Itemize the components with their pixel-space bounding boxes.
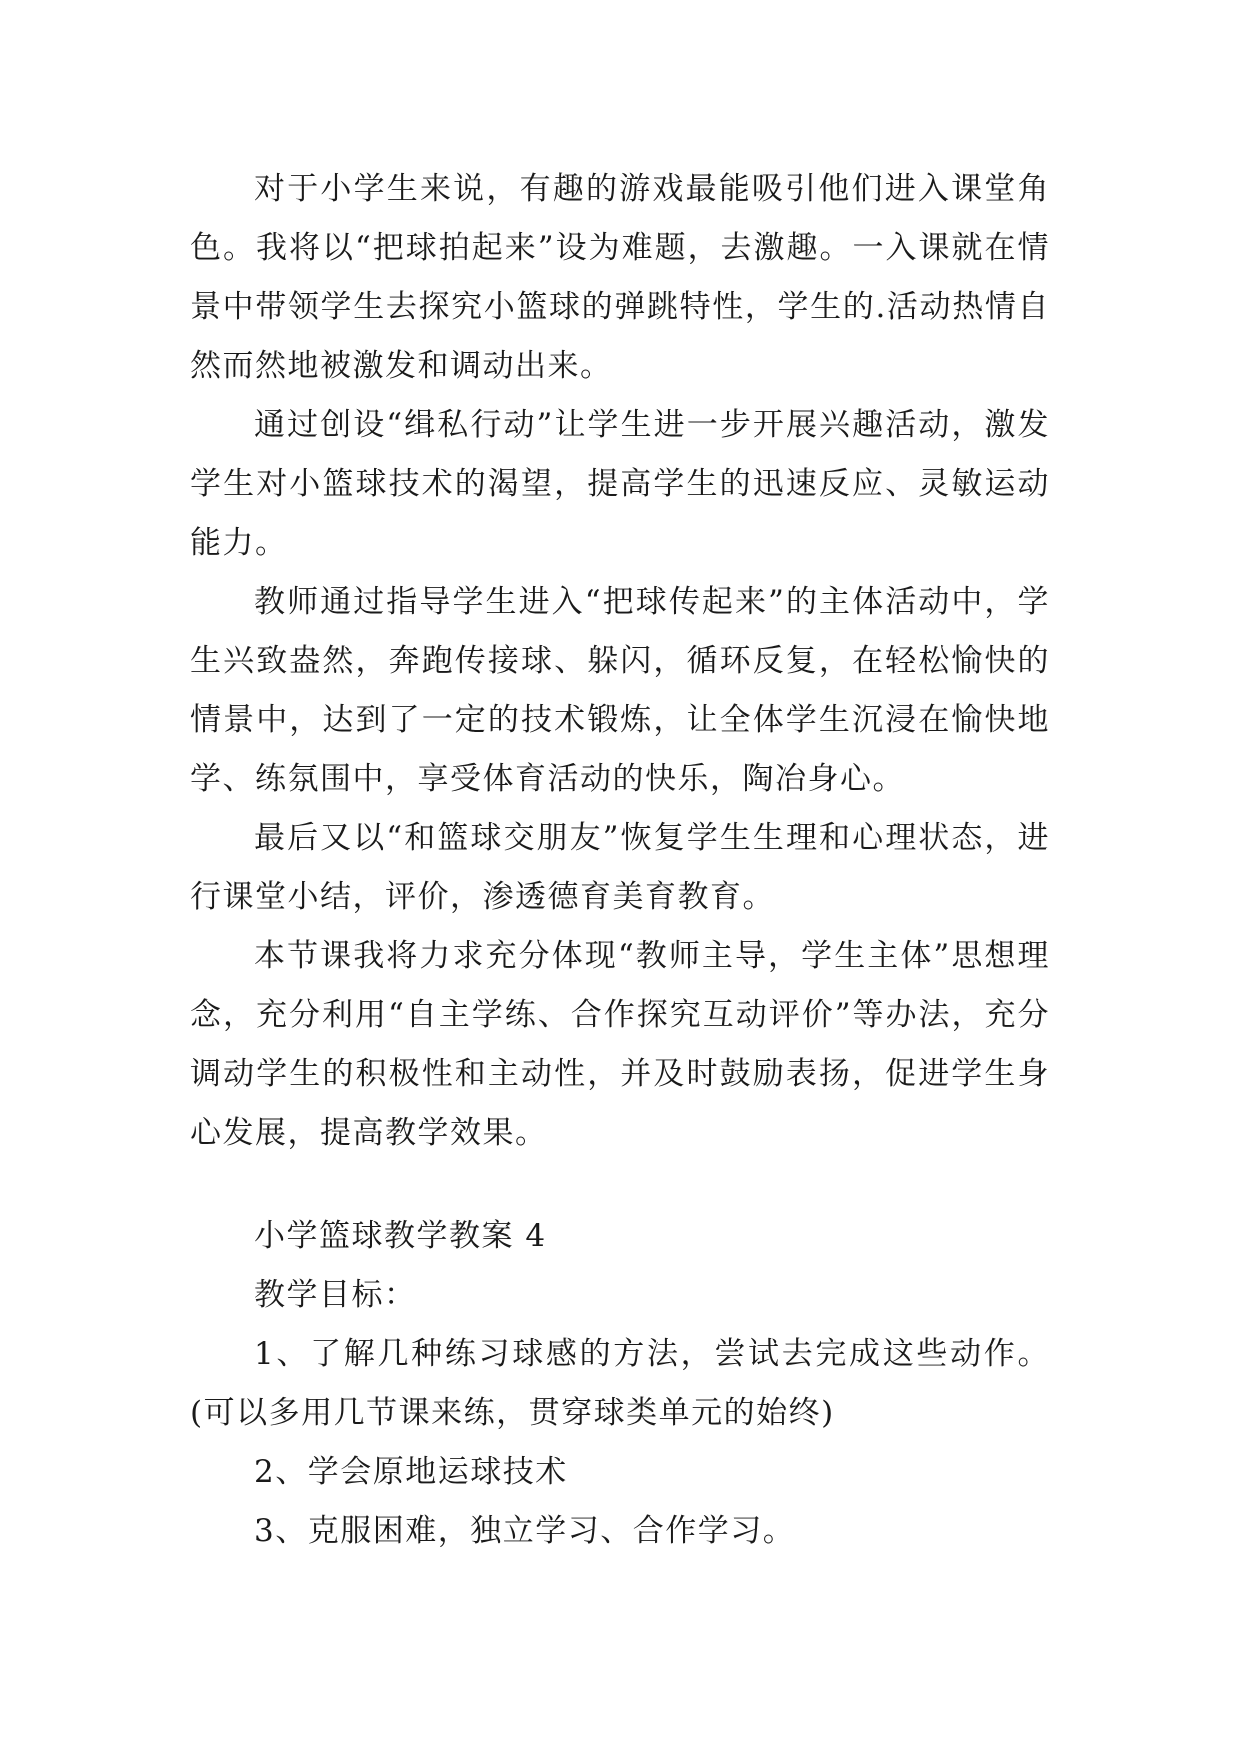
objective-item: 2、学会原地运球技术 bbox=[254, 1454, 568, 1490]
paragraph-closing-activity: 最后又以“和篮球交朋友”恢复学生生理和心理状态，进行课堂小结，评价，渗透德育美育教育。 bbox=[190, 820, 1050, 915]
objectives-heading: 教学目标： bbox=[254, 1277, 417, 1313]
paragraph-teaching-philosophy: 本节课我将力求充分体现“教师主导，学生主体”思想理念，充分利用“自主学练、合作探究互动评价”等办法，充分调动学生的积极性和主动性，并及时鼓励表扬，促进学生身心发展，提高教学效果。 bbox=[190, 938, 1050, 1151]
objective-item: 3、克服困难，独立学习、合作学习。 bbox=[254, 1513, 796, 1549]
paragraph-passing-activity: 教师通过指导学生进入“把球传起来”的主体活动中，学生兴致盎然，奔跑传接球、躲闪，循环反复，在轻松愉快的情景中，达到了一定的技术锻炼，让全体学生沉浸在愉快地学、练氛围中，享受体育活动的快乐，陶冶身心。 bbox=[190, 584, 1050, 797]
body-text bbox=[190, 160, 1050, 1163]
objective-item: 1、了解几种练习球感的方法，尝试去完成这些动作。(可以多用几节课来练，贯穿球类单元的始终) bbox=[190, 1336, 1050, 1431]
lesson-plan-section bbox=[190, 1207, 1050, 1561]
paragraph-game-intro: 对于小学生来说，有趣的游戏最能吸引他们进入课堂角色。我将以“把球拍起来”设为难题，去激趣。一入课就在情景中带领学生去探究小篮球的弹跳特性，学生的.活动热情自然而然地被激发和调动出来。 bbox=[190, 171, 1050, 384]
paragraph-smuggling-activity: 通过创设“缉私行动”让学生进一步开展兴趣活动，激发学生对小篮球技术的渴望，提高学生的迅速反应、灵敏运动能力。 bbox=[190, 407, 1050, 561]
section-title: 小学篮球教学教案 4 bbox=[254, 1218, 547, 1254]
